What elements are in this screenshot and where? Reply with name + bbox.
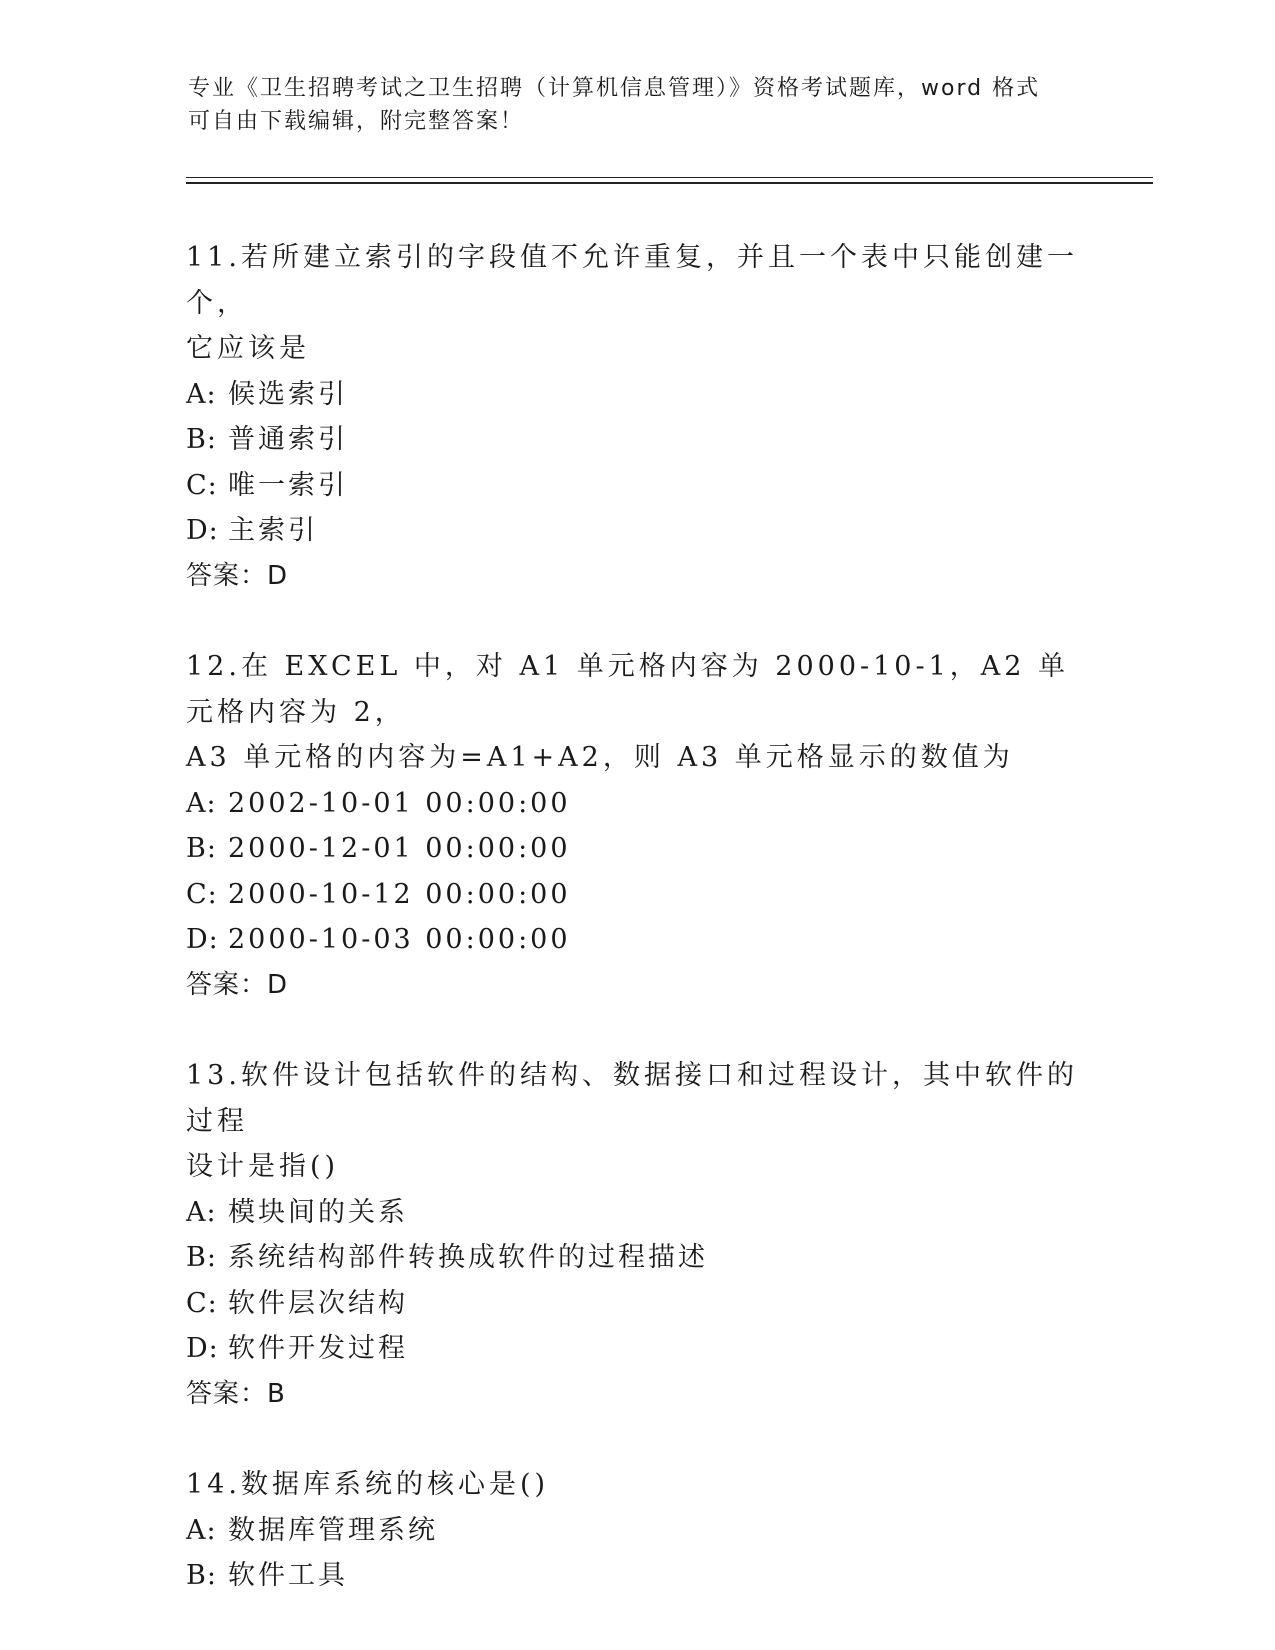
option-text: 数据库管理系统 — [228, 1514, 438, 1546]
option-b — [186, 826, 1086, 872]
question-13 — [186, 1053, 1086, 1417]
question-stem-line: A3 单元格的内容为=A1+A2，则 A3 单元格显示的数值为 — [186, 742, 1014, 773]
option-text: 主索引 — [228, 515, 318, 546]
question-stem-line: 它应该是 — [186, 333, 310, 364]
option-letter: D: — [186, 924, 219, 955]
option-letter: D: — [186, 515, 219, 546]
option-b — [186, 417, 1086, 463]
option-text: 唯一索引 — [228, 469, 348, 501]
option-text: 软件层次结构 — [228, 1287, 408, 1319]
question-11 — [186, 235, 1086, 599]
question-stem-line: 14.数据库系统的核心是() — [186, 1469, 550, 1500]
header-line-2: 可自由下载编辑，附完整答案！ — [188, 109, 525, 134]
option-b — [186, 1235, 1086, 1281]
option-a — [186, 1508, 1086, 1554]
option-letter: A: — [186, 378, 217, 410]
option-text: 普通索引 — [228, 424, 348, 455]
question-12 — [186, 644, 1086, 1008]
option-letter: B: — [186, 1242, 217, 1273]
option-text: 系统结构部件转换成软件的过程描述 — [228, 1242, 708, 1273]
answer-line: 答案：D — [186, 560, 289, 591]
option-text: 2002-10-01 00:00:00 — [228, 787, 571, 819]
option-text: 2000-10-03 00:00:00 — [228, 924, 571, 955]
option-text: 候选索引 — [228, 378, 348, 410]
option-c — [186, 1281, 1086, 1327]
option-letter: C: — [186, 878, 218, 910]
option-letter: C: — [186, 1287, 218, 1319]
option-c — [186, 463, 1086, 509]
option-b — [186, 1553, 1086, 1599]
header-divider-thick — [186, 182, 1153, 184]
question-stem-line: 12.在 EXCEL 中，对 A1 单元格内容为 2000-10-1，A2 单元格内容为 2， — [186, 651, 1070, 728]
question-list — [186, 235, 1086, 1644]
option-a — [186, 781, 1086, 827]
option-letter: A: — [186, 1196, 217, 1228]
option-text: 软件工具 — [228, 1560, 348, 1591]
question-stem-line: 13.软件设计包括软件的结构、数据接口和过程设计，其中软件的过程 — [186, 1060, 1078, 1137]
option-a — [186, 1190, 1086, 1236]
option-letter: B: — [186, 1560, 217, 1591]
option-letter: D: — [186, 1333, 219, 1364]
answer-line: 答案：D — [186, 969, 289, 1000]
option-letter: B: — [186, 833, 217, 864]
option-text: 2000-12-01 00:00:00 — [228, 833, 571, 864]
document-header — [188, 72, 1088, 138]
question-14 — [186, 1462, 1086, 1599]
option-c — [186, 872, 1086, 918]
option-letter: C: — [186, 469, 218, 501]
option-letter: A: — [186, 1514, 217, 1546]
option-text: 2000-10-12 00:00:00 — [228, 878, 571, 910]
option-text: 模块间的关系 — [228, 1196, 408, 1228]
option-d — [186, 508, 1086, 554]
option-letter: A: — [186, 787, 217, 819]
option-text: 软件开发过程 — [228, 1333, 408, 1364]
option-d — [186, 1326, 1086, 1372]
header-line-1: 专业《卫生招聘考试之卫生招聘（计算机信息管理）》资格考试题库，word 格式 — [188, 76, 1041, 101]
option-a — [186, 372, 1086, 418]
option-letter: B: — [186, 424, 217, 455]
option-d — [186, 917, 1086, 963]
question-stem-line: 11.若所建立索引的字段值不允许重复，并且一个表中只能创建一个， — [186, 242, 1078, 319]
question-stem-line: 设计是指() — [186, 1151, 340, 1182]
header-divider-thin — [186, 177, 1153, 178]
answer-line: 答案：B — [186, 1378, 286, 1409]
